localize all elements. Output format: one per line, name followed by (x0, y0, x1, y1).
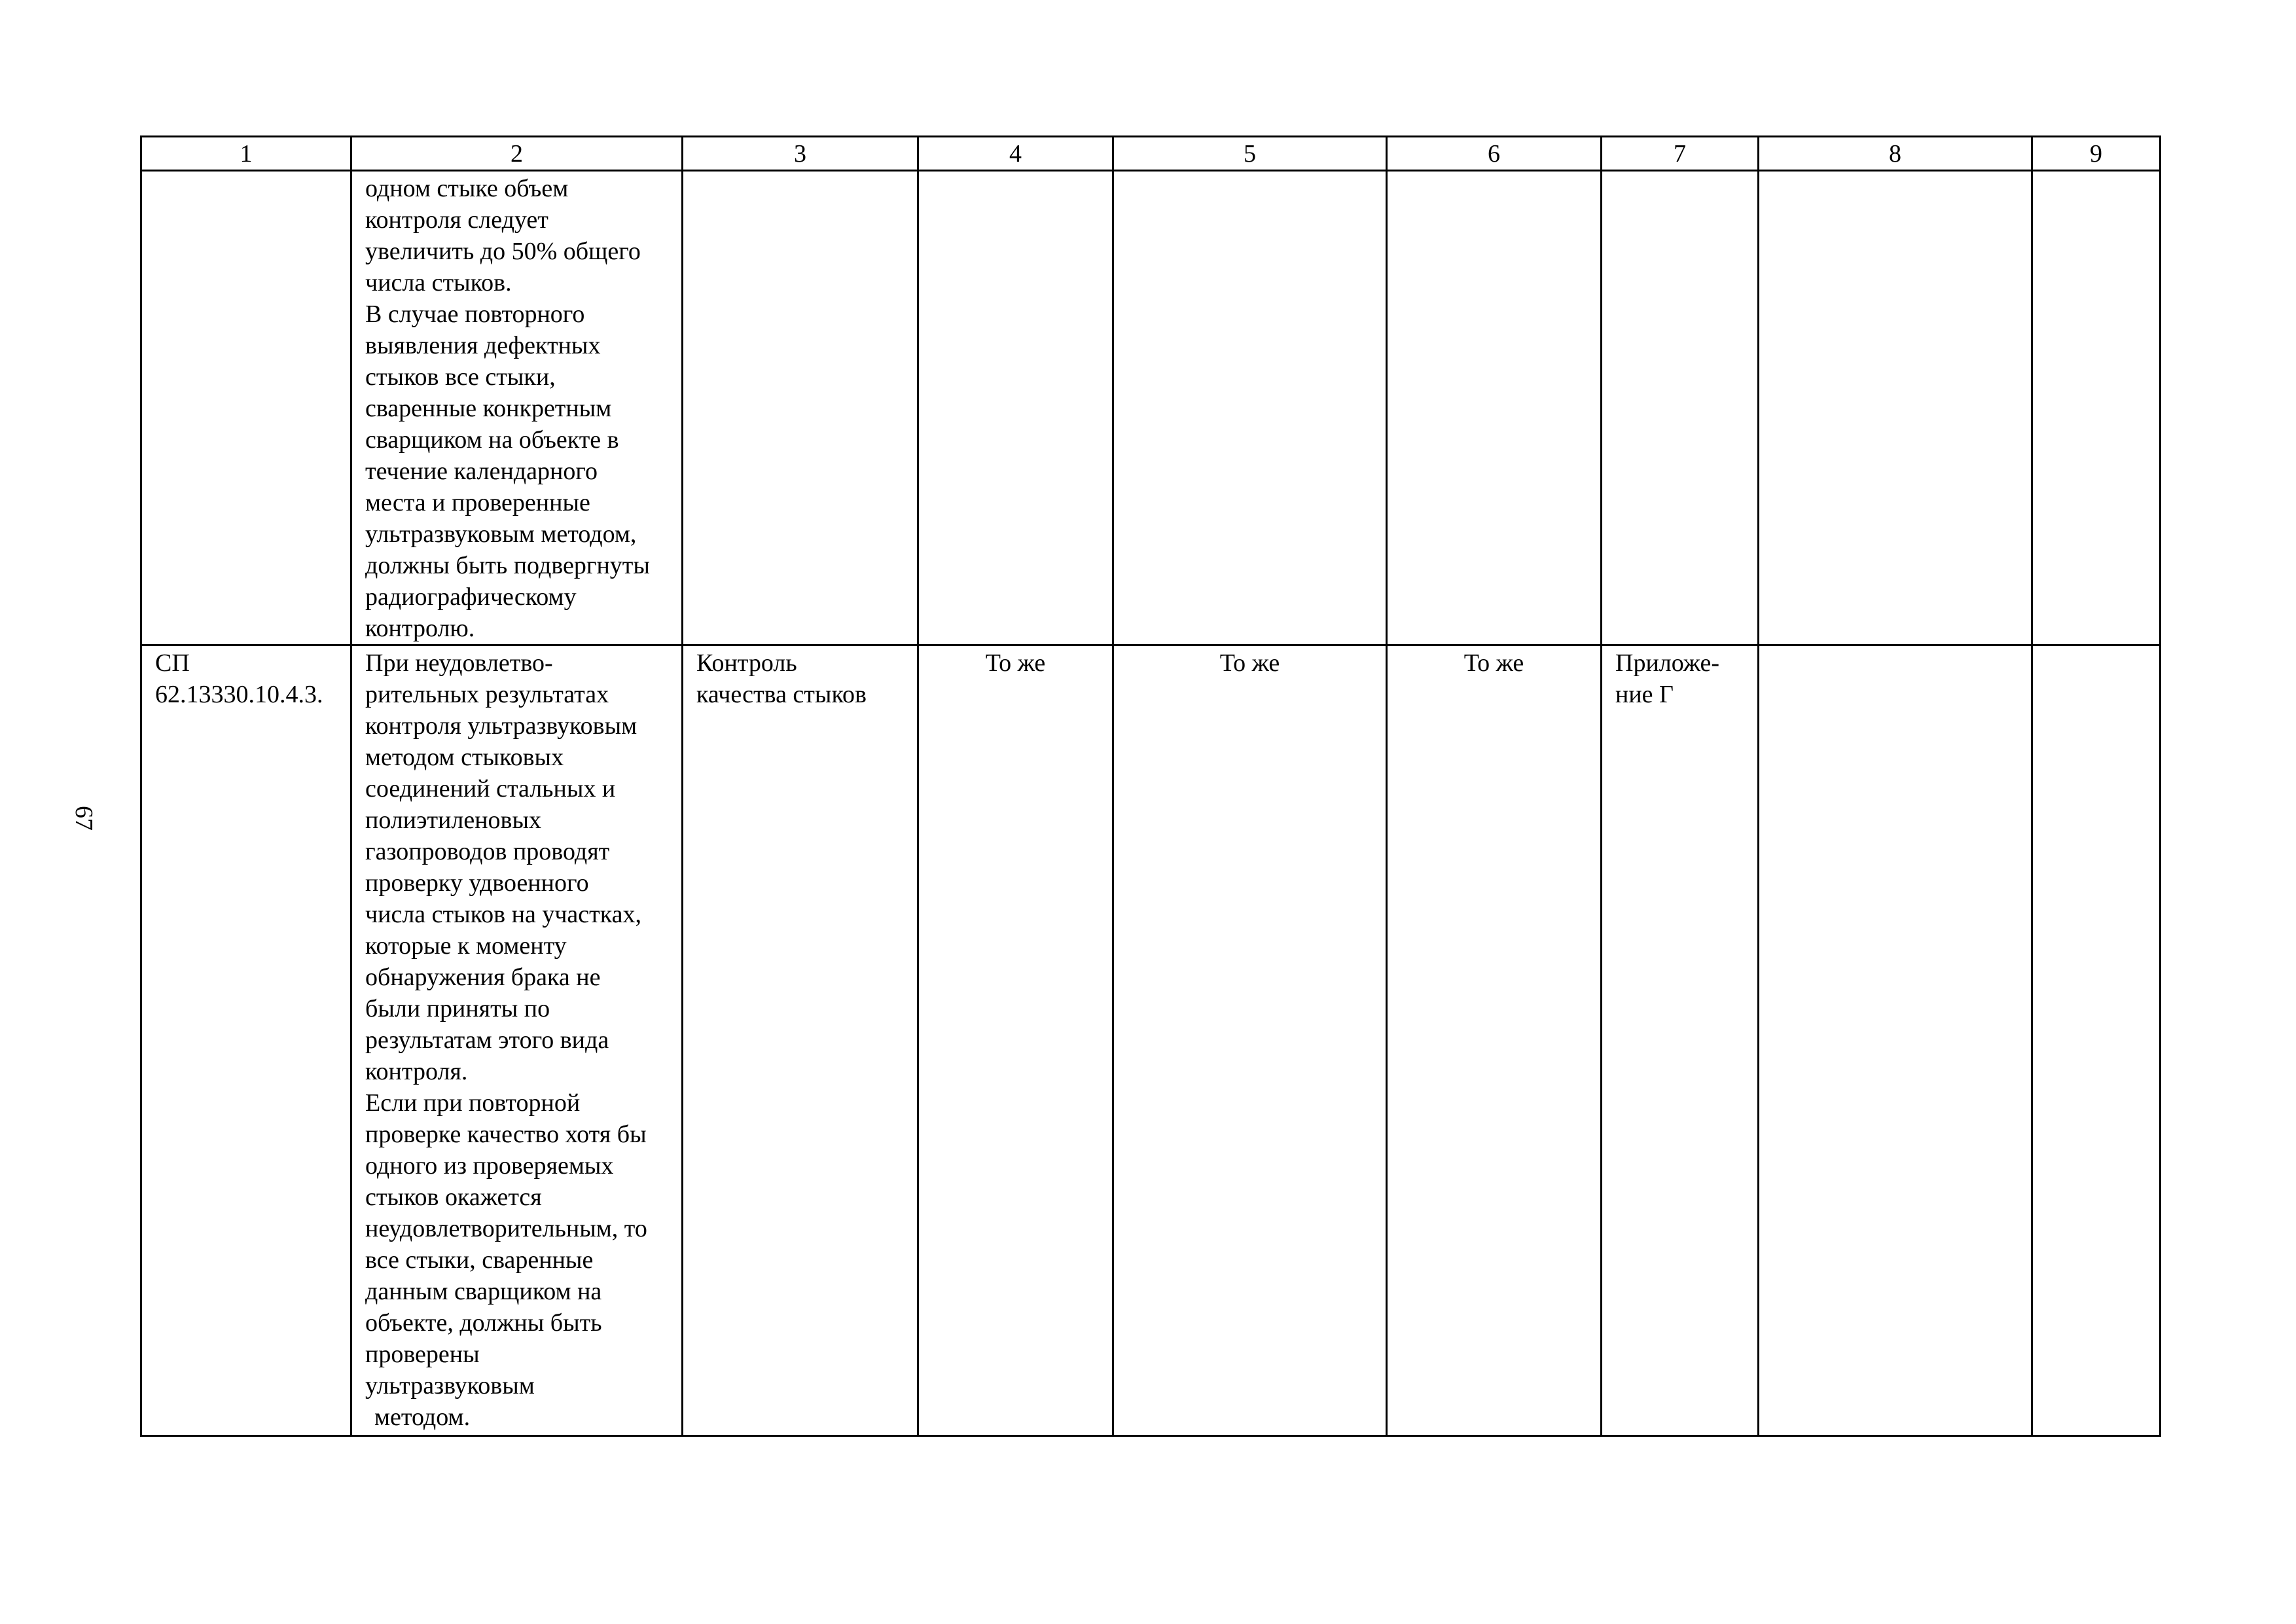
row1-col7 (1602, 171, 1759, 645)
row2-col6: То же (1387, 645, 1602, 1436)
row1-col2-paragraph: В случае повторного выявления дефектных стыков все стыки, сваренные конкретным сварщиком на объекте в течение календарного места и проверенные ультразвуковым методом, должны быть подвергнуты радиографическому контролю. (365, 300, 650, 642)
header-cell-2: 2 (351, 137, 683, 171)
row2-col5: То же (1113, 645, 1387, 1436)
page-number: 67 (70, 806, 98, 831)
header-cell-9: 9 (2032, 137, 2161, 171)
row2-col4: То же (918, 645, 1113, 1436)
requirements-table (140, 135, 2161, 1437)
row1-col3 (683, 171, 918, 645)
row1-col1 (141, 171, 351, 645)
header-cell-6: 6 (1387, 137, 1602, 171)
row2-col8 (1759, 645, 2032, 1436)
row1-col2-description (351, 171, 683, 645)
header-cell-5: 5 (1113, 137, 1387, 171)
table-row (141, 645, 2161, 1436)
header-cell-1: 1 (141, 137, 351, 171)
row2-col7-appendix: Приложе- ние Г (1602, 645, 1759, 1436)
row1-col6 (1387, 171, 1602, 645)
header-row (141, 137, 2161, 171)
row2-col2-paragraph: Если при повторной проверке качество хотя бы одного из проверяемых стыков окажется неудовлетворительным, то все стыки, сваренные данным сварщиком на объекте, должны быть проверены ультразвуковым (365, 1089, 647, 1399)
row1-col8 (1759, 171, 2032, 645)
row1-col2-paragraph: одном стыке объем контроля следует увеличить до 50% общего числа стыков. (365, 175, 641, 297)
row1-col9 (2032, 171, 2161, 645)
row2-col9 (2032, 645, 2161, 1436)
row1-col4 (918, 171, 1113, 645)
row2-col3-control-type: Контроль качества стыков (683, 645, 918, 1436)
row2-col2-paragraph: методом. (374, 1403, 471, 1431)
table-row (141, 171, 2161, 645)
row2-col2-description (351, 645, 683, 1436)
row2-col1-reference: СП 62.13330.10.4.3. (141, 645, 351, 1436)
row1-col5 (1113, 171, 1387, 645)
header-cell-3: 3 (683, 137, 918, 171)
header-cell-8: 8 (1759, 137, 2032, 171)
header-cell-7: 7 (1602, 137, 1759, 171)
header-cell-4: 4 (918, 137, 1113, 171)
row2-col2-paragraph: При неудовлетво- рительных результатах контроля ультразвуковым методом стыковых соединений стальных и полиэтиленовых газопроводов проводят проверку удвоенного числа стыков на участках, которые к моменту обнаружения брака не были приняты по результатам этого вида контроля. (365, 649, 642, 1085)
